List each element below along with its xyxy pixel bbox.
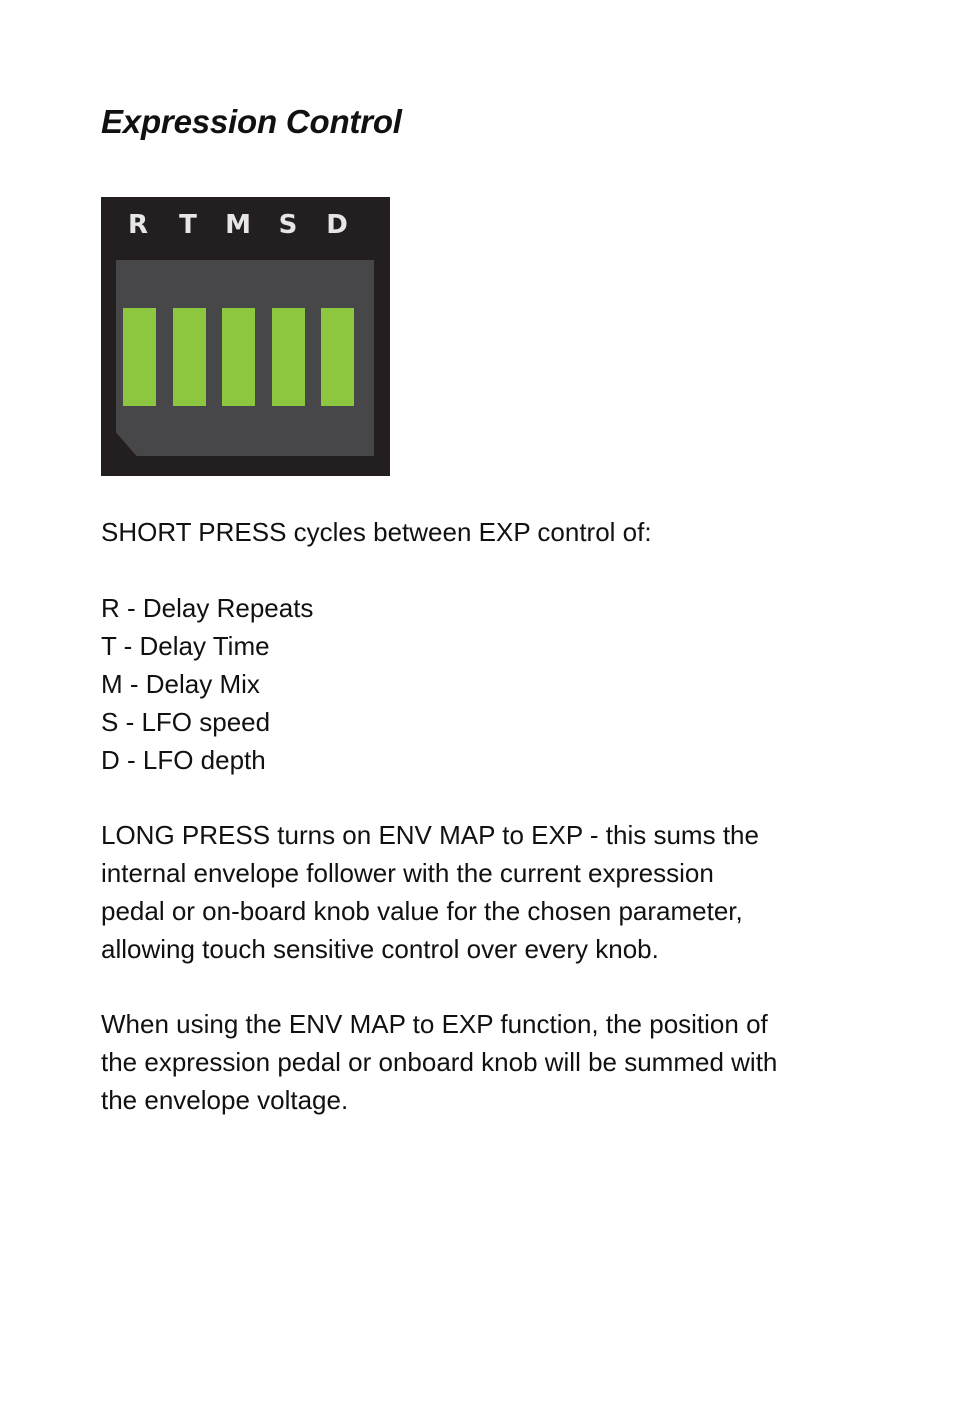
panel-letter-s: S [278,210,298,240]
paragraph-line: internal envelope follower with the current expression [101,858,714,888]
list-item: R - Delay Repeats [101,593,314,623]
long-press-paragraph [101,816,759,968]
exp-parameter-list [101,589,313,779]
paragraph-line: pedal or on-board knob value for the chosen parameter, [101,896,743,926]
led-bar-s [272,308,305,406]
list-item: D - LFO depth [101,745,266,775]
panel-letter-m: M [225,210,251,240]
page-title: Expression Control [101,103,402,140]
panel-letter-t: T [179,210,197,240]
rtmsd-led-panel-image [101,197,390,476]
panel-letter-d: D [326,210,348,240]
list-item: M - Delay Mix [101,669,260,699]
list-item: S - LFO speed [101,707,271,737]
panel-letters [101,205,390,245]
list-item: T - Delay Time [101,631,270,661]
led-bar-t [173,308,206,406]
paragraph-line: When using the ENV MAP to EXP function, the position of [101,1009,768,1039]
led-bar-d [321,308,354,406]
paragraph-line: LONG PRESS turns on ENV MAP to EXP - this sums the [101,820,759,850]
paragraph-line: the envelope voltage. [101,1085,349,1115]
panel-letter-r: R [127,210,149,240]
short-press-intro: SHORT PRESS cycles between EXP control of: [101,517,652,547]
panel-screen [116,260,374,456]
env-map-paragraph [101,1005,777,1119]
paragraph-line: allowing touch sensitive control over every knob. [101,934,659,964]
paragraph-line: the expression pedal or onboard knob will be summed with [101,1047,778,1077]
led-bar-m [222,308,255,406]
led-bar-r [123,308,156,406]
